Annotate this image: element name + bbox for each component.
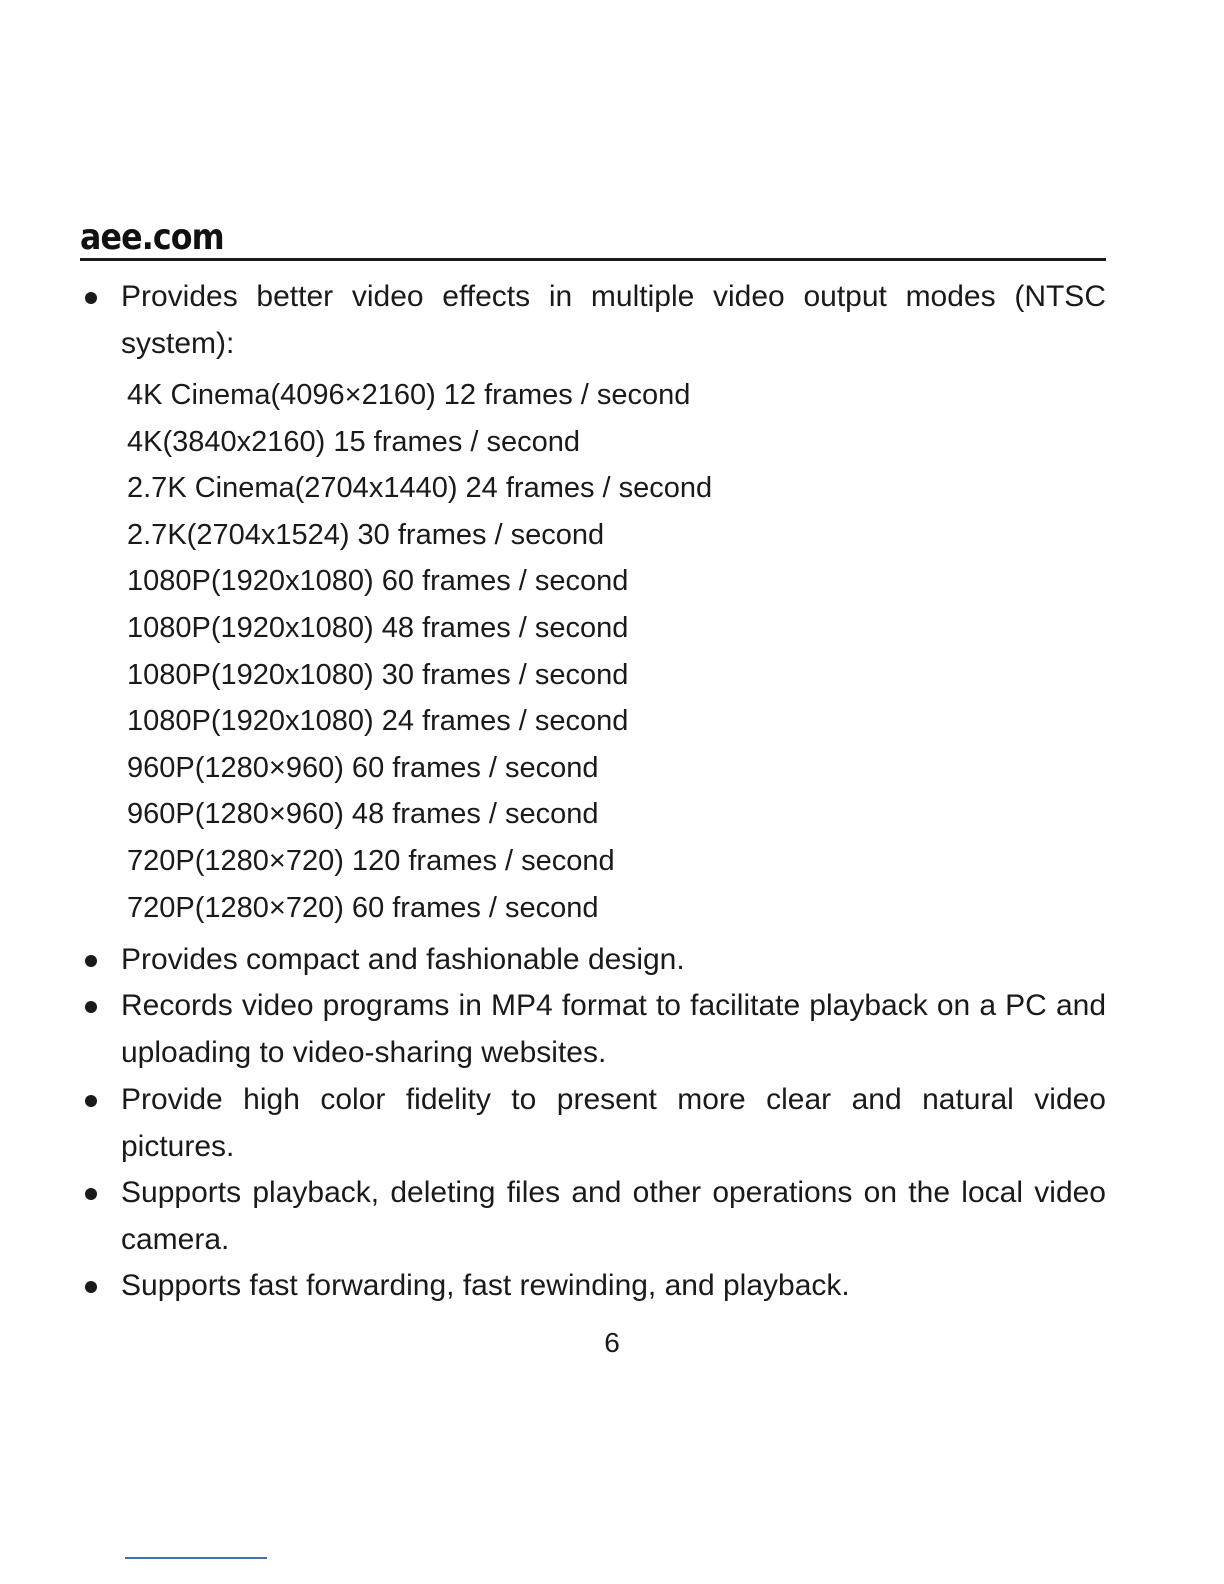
- video-mode-item: 1080P(1920x1080) 24 frames / second: [127, 705, 629, 738]
- feature-text: Provide high color fidelity to present more clear and natural video pictures.: [121, 1083, 1106, 1163]
- video-mode-item: 1080P(1920x1080) 30 frames / second: [127, 658, 629, 691]
- video-mode-item: 2.7K Cinema(2704x1440) 24 frames / second: [127, 472, 713, 505]
- video-mode-item: 960P(1280×960) 60 frames / second: [127, 751, 599, 784]
- video-mode-item: 2.7K(2704x1524) 30 frames / second: [127, 518, 605, 551]
- bullet-dot-icon: [85, 1001, 97, 1013]
- video-mode-item: 4K Cinema(4096×2160) 12 frames / second: [127, 379, 691, 411]
- brand-logo: aee.com: [80, 217, 224, 258]
- video-mode-item: 720P(1280×720) 60 frames / second: [127, 891, 599, 924]
- bullet-dot-icon: [85, 955, 97, 967]
- feature-text: Supports playback, deleting files and other operations on the local video camera.: [121, 1176, 1106, 1256]
- video-mode-item: 1080P(1920x1080) 60 frames / second: [127, 565, 629, 598]
- page-header: [80, 212, 1106, 261]
- video-mode-item: 1080P(1920x1080) 48 frames / second: [127, 611, 629, 644]
- bullet-dot-icon: [85, 1281, 97, 1293]
- video-mode-list: [127, 372, 827, 931]
- feature-text: Provides compact and fashionable design.: [121, 943, 685, 976]
- page-number: 6: [604, 1327, 620, 1358]
- feature-text: Supports fast forwarding, fast rewinding, and playback.: [121, 1269, 850, 1302]
- bullet-dot-icon: [85, 1188, 97, 1200]
- video-mode-item: 720P(1280×720) 120 frames / second: [127, 844, 615, 877]
- footer-rule: [125, 1557, 267, 1559]
- video-mode-item: 960P(1280×960) 48 frames / second: [127, 798, 599, 831]
- bullet-dot-icon: [85, 292, 97, 304]
- feature-text: Records video programs in MP4 format to facilitate playback on a PC and uploading to video-sharing websites.: [121, 989, 1106, 1069]
- video-mode-item: 4K(3840x2160) 15 frames / second: [127, 425, 580, 458]
- bullet-dot-icon: [85, 1095, 97, 1107]
- feature-text: Provides better video effects in multiple video output modes (NTSC system):: [121, 280, 1106, 360]
